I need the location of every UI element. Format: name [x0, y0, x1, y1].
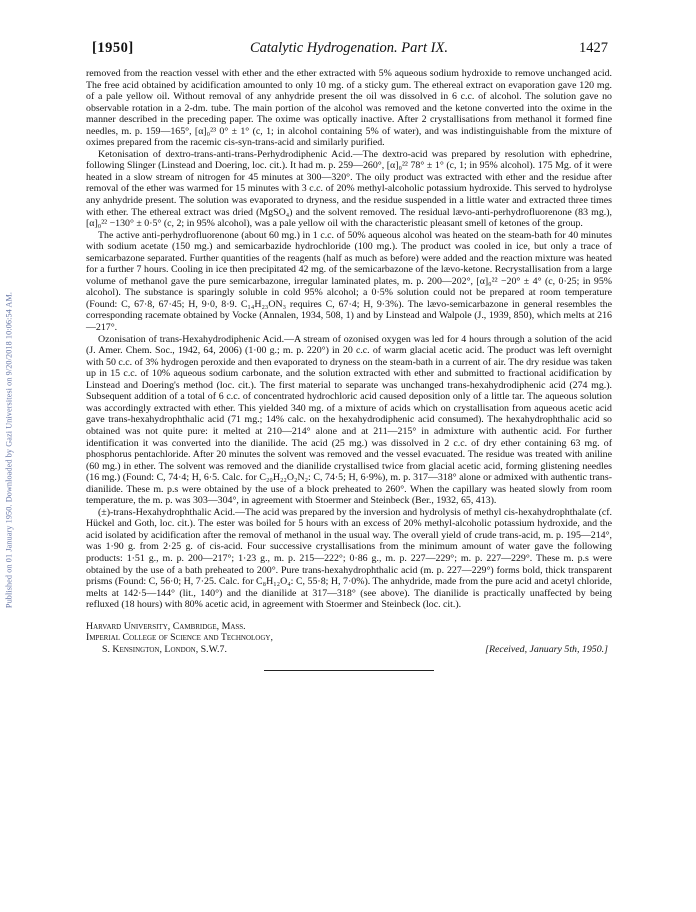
paragraph-ketonisation: Ketonisation of dextro-trans-anti-trans-Perhydrodiphenic Acid.—The dextro-acid was prepared by resolution with ephedrine, following Slinger (Linstead and Doering, loc. cit.). It had m. p. 259—260°, [α]₀²² 78° ± 1° (c, 1; in 95% alcohol). 175 Mg. of it were heated in a slow stream of nitrogen for 45 minutes at 300—320°. The oily product was extracted with ether and the residue after removal of the ether was warmed for 15 minutes with 3 c.c. of 20% methyl-alcoholic potassium hydroxide. This served to hydrolyse any anhydride present. The solution was evaporated to dryness, and the residue suspended in a little water and extracted three times with ether. The ethereal extract was dried (MgSO₄) and the solvent removed. The residual lævo-anti-perhydrofluorenone (83 mg.), [α]₀²² −130° ± 0·5° (c, 2; in 95% alcohol), was a pale yellow oil with the characteristic pleasant smell of ketones of the group.: [86, 148, 612, 230]
article-body: [86, 68, 612, 611]
paragraph-continuation: removed from the reaction vessel with ether and the ether extracted with 5% aqueous sodium hydroxide to remove unchanged acid. The free acid obtained by acidification amounted to only 10 mg. of a sticky gum. The ethereal extract on evaporation gave 120 mg. of a pale yellow oil. Without removal of any anhydride present the oil was dissolved in 6 c.c. of alcohol. The solution gave no observable rotation in a 2-dm. tube. The main portion of the alcohol was removed and the ketone converted into the oxime in the manner described in the preceding paper. The oxime was optically inactive. After 2 crystallisations from methanol it formed fine needles, m. p. 159—165°, [α]₀²³ 0° ± 1° (c, 1; in alcohol containing 5% of water), and was indistinguishable from the mixture of oximes prepared from the racemic cis-syn-trans-acid and similarly purified.: [86, 68, 612, 149]
running-title: Catalytic Hydrogenation. Part IX.: [249, 40, 448, 56]
paragraph-hexahydrophthalic: (±)-trans-Hexahydrophthalic Acid.—The acid was prepared by the inversion and hydrolysis of methyl cis-hexahydrophthalate (cf. Hückel and Goth, loc. cit.). The ester was boiled for 5 hours with an excess of 20% methyl-alcoholic potassium hydroxide, and the acid isolated by acidification after the removal of methanol in the usual way. The overall yield of crude trans-acid, m. p. 195—214°, was 1·90 g. from 2·25 g. of cis-acid. Four successive crystallisations from the minimum amount of water gave the following products: 1·51 g., m. p. 200—217°; 1·23 g., m. p. 215—222°; 0·86 g., m. p. 227—229°; m. p. 227—229°. These m. p.s were obtained by the use of a bath preheated to 200°. Pure trans-hexahydrophthalic acid (m. p. 227—229°) forms bold, thick transparent prisms (Found: C, 56·0; H, 7·25. Calc. for C₈H₁₂O₄: C, 55·8; H, 7·0%). The anhydride, made from the pure acid and acetyl chloride, melts at 142·5—144° (lit., 140°) and the dianilide at 317—318° (see above). The dianilide is practically unaffected by being refluxed (18 hours) with 80% acetic acid, in agreement with Stoermer and Steinbeck (loc. cit.).: [86, 506, 612, 611]
download-notice: Published on 01 January 1950. Downloaded by Gazi Universitesi on 9/20/2018 10:06:54 AM.: [4, 291, 14, 609]
paragraph-ozonisation: Ozonisation of trans-Hexahydrodiphenic Acid.—A stream of ozonised oxygen was led for 4 hours through a solution of the acid (J. Amer. Chem. Soc., 1942, 64, 2006) (1·00 g.; m. p. 220°) in 20 c.c. of warm glacial acetic acid. The product was left overnight with 50 c.c. of 3% hydrogen peroxide and then evaporated to dryness on the steam-bath in a current of air. The dry residue was taken up in 15 c.c. of 10% aqueous sodium carbonate, and the solution extracted with ether and submitted to fractional acidification by Linstead and Doering's method (loc. cit.). The first material to separate was unchanged trans-hexahydrodiphenic acid (274 mg.). Subsequent addition of a total of 6 c.c. of concentrated hydrochloric acid caused deposition only of a little tar. The aqueous solution was accordingly extracted with ether. This yielded 340 mg. of a mixture of acids which on crystallisation from aqueous acetic acid gave trans-hexahydrophthalic acid (71 mg.; 14% calc. on the hexahydrodiphenic acid consumed). The hexahydrophthalic acid so obtained was not quite pure: it melted at 210—214° alone and at 211—215° in admixture with authentic acid. For further identification it was converted into the dianilide. The acid (25 mg.) was dissolved in 2 c.c. of dry ether containing 63 mg. of phosphorus pentachloride. After 20 minutes the solvent was removed and the vessel evacuated. The residue was treated with aniline (60 mg.) in ether. The solvent was removed and the dianilide crystallised twice from glacial acetic acid, forming glistening needles (16 mg.) (Found: C, 74·4; H, 6·5. Calc. for C₂₀H₂₂O₂N₂: C, 74·5; H, 6·9%), m. p. 317—318° alone or admixed with authentic trans-dianilide. These m. p.s were obtained by the use of a block preheated to 260°. When the capillary was heated slowly from room temperature, the m. p. was 303—304°, in agreement with Stoermer and Steinbeck (Ber., 1932, 65, 413).: [86, 333, 612, 507]
download-watermark: [0, 0, 18, 912]
end-rule: [264, 670, 434, 671]
address-line: Harvard University, Cambridge, Mass.: [86, 620, 246, 632]
page-number: 1427: [579, 40, 608, 56]
author-addresses: [86, 621, 612, 656]
address-line: S. Kensington, London, S.W.7.: [102, 643, 227, 655]
page-header: [86, 40, 612, 62]
year-label: [1950]: [92, 40, 134, 56]
paragraph-semicarbazone: The active anti-perhydrofluorenone (about 60 mg.) in 1 c.c. of 50% aqueous alcohol was heated on the steam-bath for 40 minutes with sodium acetate (150 mg.) and semicarbazide hydrochloride (100 mg.). The product was cooled in ice, but only a trace of semicarbazone separated. Further quantities of the reagents (half as much as before) were added and the reaction mixture was heated for a further 7 hours. Cooling in ice then precipitated 42 mg. of the semicarbazone of the lævo-ketone. Recrystallisation from a large volume of methanol gave the pure semicarbazone, irregular laminated plates, m. p. 200—202°, [α]₀²² −20° ± 4° (c, 0·25; in 95% alcohol). The substance is sparingly soluble in cold 95% alcohol; a 0·5% solution could not be prepared at room temperature (Found: C, 67·8, 67·45; H, 9·0, 8·9. C₁₄H₂₃ON₃ requires C, 67·4; H, 9·3%). The lævo-semicarbazone in general resembles the corresponding racemate obtained by Vocke (Annalen, 1934, 508, 1) and by Linstead and Walpole (J., 1939, 850), which melts at 216—217°.: [86, 229, 612, 334]
received-date: [Received, January 5th, 1950.]: [485, 643, 608, 655]
journal-page: [86, 40, 612, 671]
address-line: Imperial College of Science and Technology,: [86, 632, 273, 644]
